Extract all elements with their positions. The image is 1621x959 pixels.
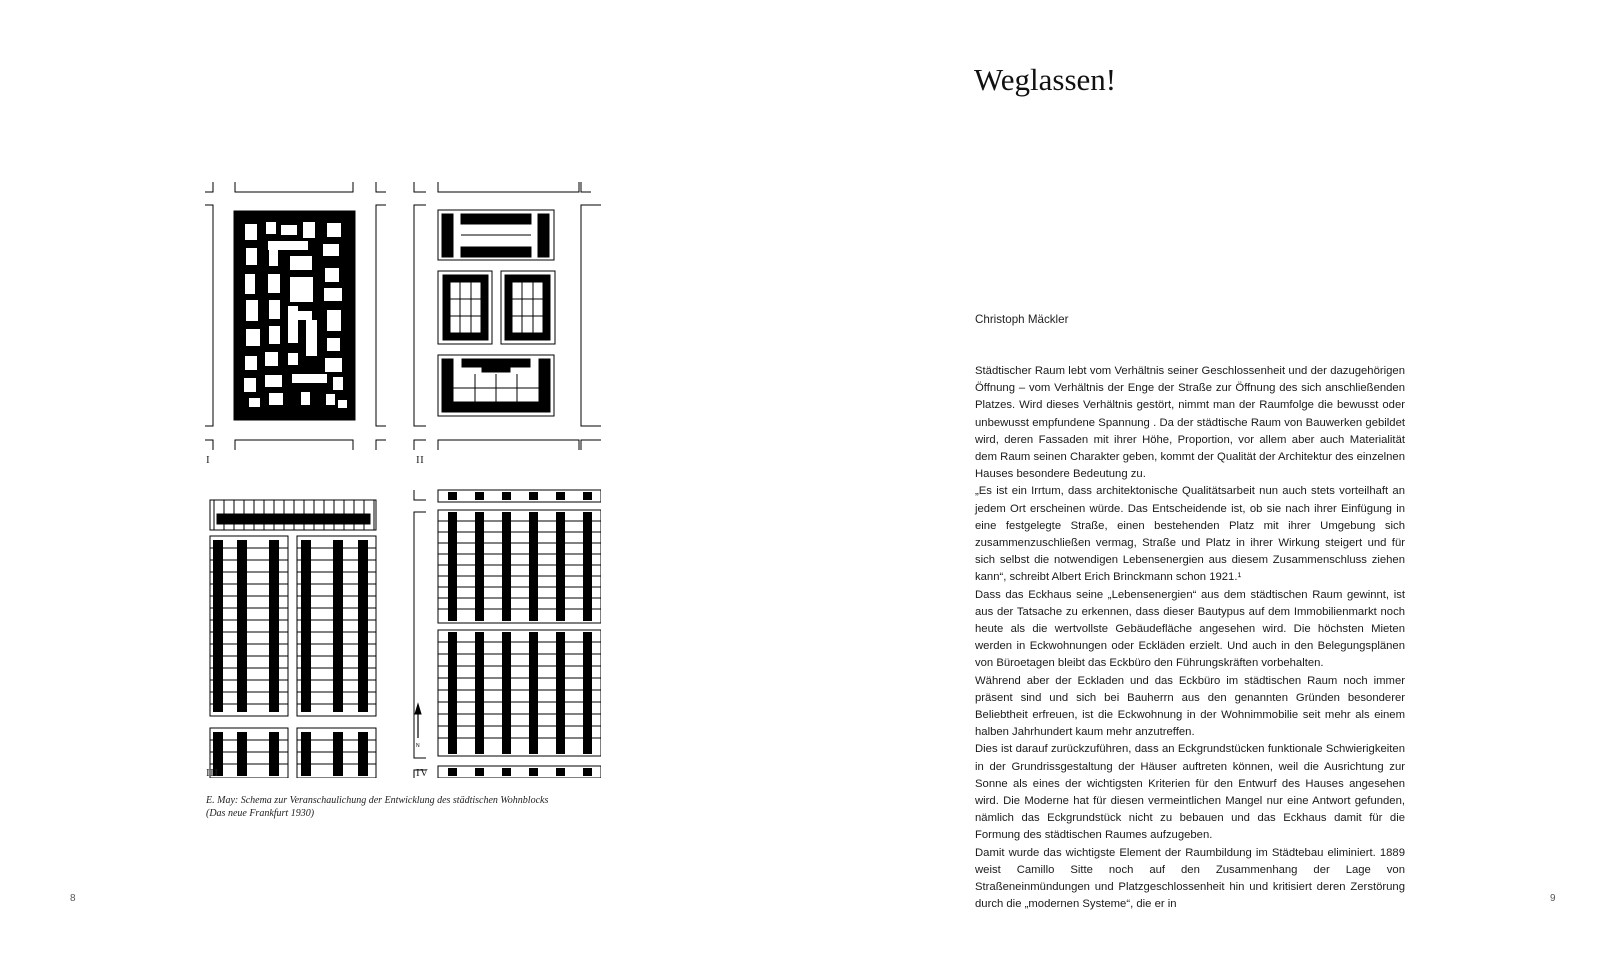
panel-4-diagram [414,490,601,778]
body-paragraph: Dies ist darauf zurückzuführen, dass an Eckgrundstücken funktionale Schwierigkeiten in der Grundrissgestaltung der Häuser auftreten können, weil die Ausrichtung zur Sonne als eines der wichtigsten Kriterien für den Entwurf des Hauses angesehen wird. Die Moderne hat für diesen vermeintlichen Mangel nur eine Antwort gefunden, nämlich das Eckgrundstück nicht zu bebauen und das Eckhaus damit für die Formung des städtischen Raumes aufzugeben. [975,743,1405,842]
figure-caption [206,794,626,820]
article-author: Christoph Mäckler [975,313,1069,326]
panel-label-2: II [416,454,425,466]
panel-1-diagram [205,182,386,450]
block-schema-svg [205,178,601,778]
panel-3-diagram [210,500,376,778]
body-paragraph: Während aber der Eckladen und das Eckbüro im städtischen Raum noch immer präsent sind und sich bei Bauherrn aus den genannten Gründen besonderer Beliebtheit erfreuen, ist die Eckwohnung in der Wohnimmobilie seit mehr als einem halben Jahrhundert kaum mehr anzutreffen. [975,674,1405,739]
body-paragraph: Städtischer Raum lebt vom Verhältnis seiner Geschlossenheit und der dazugehörigen Öffnung – vom Verhältnis der Enge der Straße zur Öffnung des sich anschließenden Platzes. Wird dieses Verhältnis gestört, nimmt man der Raumfolge die bewusst oder unbewusst empfundene Spannung . Da der städtische Raum von Bauwerken gebildet wird, deren Fassaden mit ihrer Höhe, Proportion, vor allem aber auch Materialität dem Raum seinen Charakter geben, kommt der Qualität der Architektur des einzelnen Hauses besondere Bedeutung zu. [975,365,1405,481]
panel-2-diagram [414,182,601,450]
article-body [975,363,1405,914]
panel-label-4: IV [416,767,429,779]
body-paragraph: „Es ist ein Irrtum, dass architektonische Qualitätsarbeit nun auch stets vorteilhaft an jedem Ort erscheinen würde. Das Entscheidende ist, ob sie nach ihrer Einfügung in eine festgelegte Straße, einen bestehenden Platz mit ihrer Umgebung sich zusammenzuschließen vermag, Straße und Platz in ihrer Wirkung steigert und für sich selbst die notwendigen Lebensenergien aus diesem Zusammenschluss ziehen kann“, schreibt Albert Erich Brinckmann schon 1921.¹ [975,485,1405,584]
urban-block-diagram [205,178,601,778]
panel-label-1: I [206,454,211,466]
panel-label-3: III [206,767,219,779]
page-number-right: 9 [1550,893,1556,904]
page-number-left: 8 [70,893,76,904]
article-title: Weglassen! [974,62,1117,97]
body-paragraph: Dass das Eckhaus seine „Lebensenergien“ aus dem städtischen Raum gewinnt, ist aus der Tatsache zu erkennen, dass dieser Bautypus auf dem Immobilienmarkt noch heute als die wertvollste Gebäudefläche angesehen wird. Die höchsten Mieten werden in Eckwohnungen oder Eckläden erzielt. Und auch in den Belegungsplänen von Büroetagen bleibt das Eckbüro den Führungskräften vorbehalten. [975,588,1405,670]
caption-line-1: E. May: Schema zur Veranschaulichung der Entwicklung des städtischen Wohnblocks [206,795,549,806]
body-paragraph: Damit wurde das wichtigste Element der Raumbildung im Städtebau eliminiert. 1889 weist Camillo Sitte noch auf den Zusammenhang der Lage von Straßeneinmündungen und Platzgeschlossenheit hin und kritisiert deren Zerstörung durch die „modernen Systeme“, die er in [975,846,1405,911]
caption-line-2: (Das neue Frankfurt 1930) [206,808,315,819]
north-arrow-label: N [416,743,420,749]
